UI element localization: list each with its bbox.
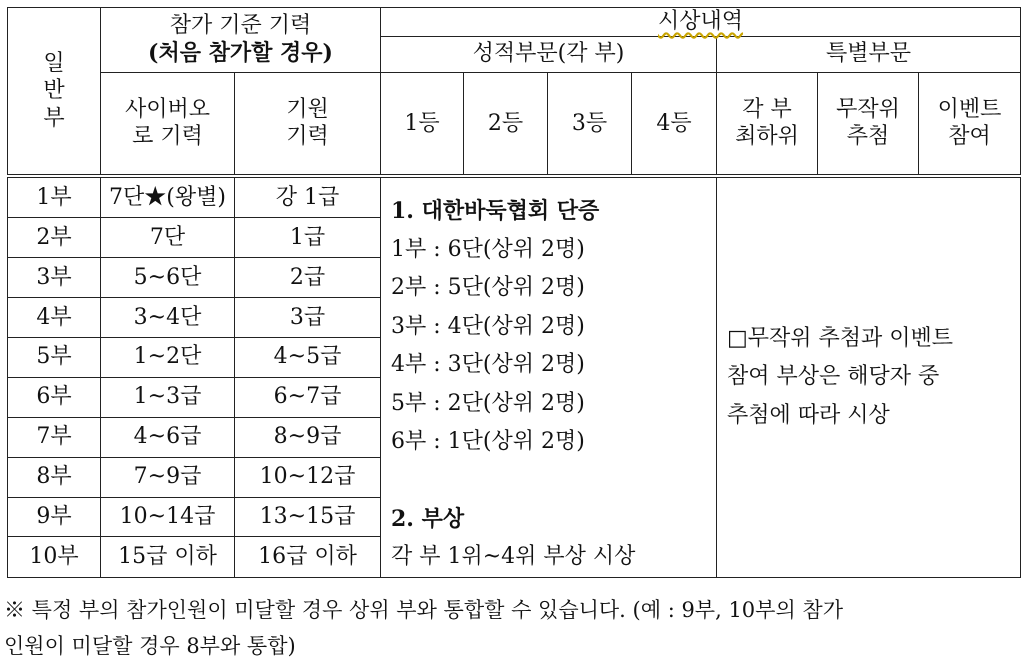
baduk-rating-header: 기원 기력 [235, 72, 381, 176]
cyber-cell: 5~6단 [101, 257, 235, 297]
cyber-cell: 4~6급 [101, 417, 235, 457]
division-cell: 8부 [8, 457, 101, 497]
division-cell: 5부 [8, 337, 101, 377]
cyber-rating-header: 사이버오 로 기력 [101, 72, 235, 176]
division-cell: 1부 [8, 176, 101, 217]
place-3-header: 3등 [548, 72, 632, 176]
table-row [8, 176, 1021, 217]
cyber-cell: 7단 [101, 217, 235, 257]
cyber-cell: 10~14급 [101, 497, 235, 537]
lowest-rank-header: 각 부 최하위 [717, 72, 818, 176]
baduk-cell: 2급 [235, 257, 381, 297]
division-cell: 6부 [8, 377, 101, 417]
division-cell: 2부 [8, 217, 101, 257]
criteria-header: 참가 기준 기력 (처음 참가할 경우) [101, 8, 381, 73]
cyber-cell: 1~2단 [101, 337, 235, 377]
baduk-cell: 4~5급 [235, 337, 381, 377]
cyber-cell: 7~9급 [101, 457, 235, 497]
baduk-cell: 1급 [235, 217, 381, 257]
special-header: 특별부문 [717, 36, 1021, 72]
performance-awards: 1. 대한바둑협회 단증 1부 : 6단(상위 2명) 2부 : 5단(상위 2명) 3부 : 4단(상위 2명) 4부 : 3단(상위 2명) 5부 : 2단(상위 2명) 6부 : 1단(상위 2명) 2. 부상 각 부 1위~4위 부상 시상 [381, 176, 717, 577]
baduk-cell: 강 1급 [235, 176, 381, 217]
performance-header: 성적부문(각 부) [381, 36, 717, 72]
division-cell: 10부 [8, 537, 101, 577]
division-cell: 9부 [8, 497, 101, 537]
awards-header: 시상내역 [381, 8, 1021, 37]
cyber-cell: 15급 이하 [101, 537, 235, 577]
cyber-cell: 3~4단 [101, 297, 235, 337]
event-header: 이벤트 참여 [919, 72, 1021, 176]
special-awards: □무작위 추첨과 이벤트 참여 부상은 해당자 중 추첨에 따라 시상 [717, 176, 1021, 577]
place-2-header: 2등 [464, 72, 548, 176]
baduk-cell: 3급 [235, 297, 381, 337]
general-division-header: 일 반 부 [8, 8, 101, 177]
baduk-cell: 8~9급 [235, 417, 381, 457]
cyber-cell: 7단★(왕별) [101, 176, 235, 217]
baduk-cell: 13~15급 [235, 497, 381, 537]
baduk-cell: 16급 이하 [235, 537, 381, 577]
random-draw-header: 무작위 추첨 [818, 72, 919, 176]
place-1-header: 1등 [381, 72, 464, 176]
division-cell: 7부 [8, 417, 101, 457]
place-4-header: 4등 [632, 72, 717, 176]
division-cell: 3부 [8, 257, 101, 297]
baduk-cell: 10~12급 [235, 457, 381, 497]
cyber-cell: 1~3급 [101, 377, 235, 417]
baduk-cell: 6~7급 [235, 377, 381, 417]
tournament-division-table [7, 7, 1021, 578]
division-cell: 4부 [8, 297, 101, 337]
footnote: ※ 특정 부의 참가인원이 미달할 경우 상위 부와 통합할 수 있습니다. (예 : 9부, 10부의 참가 인원이 미달할 경우 8부와 통합) [4, 598, 843, 658]
